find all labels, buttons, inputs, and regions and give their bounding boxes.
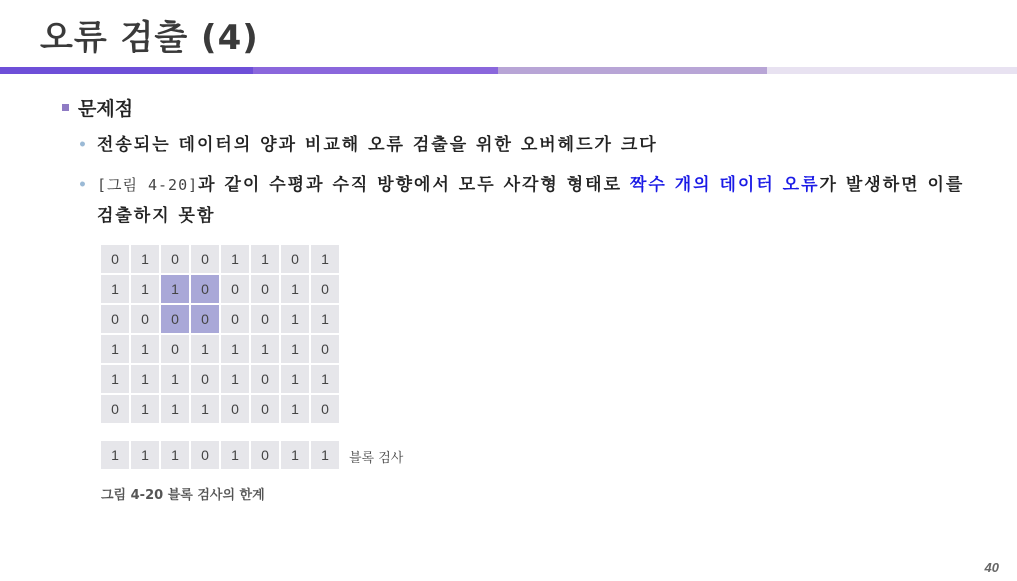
check-cell: 0 [251,441,279,469]
grid-cell-error: 1 [161,275,189,303]
grid-cell: 0 [191,365,219,393]
title-underline-bar [0,67,1017,74]
underline-segment [253,67,498,74]
bullet-text [97,170,977,232]
grid-cell: 0 [101,305,129,333]
figure-caption: 그림 4-20 블록 검사의 한계 [101,488,265,503]
grid-cell: 1 [191,335,219,363]
check-cells [101,441,341,471]
grid-cell: 1 [281,275,309,303]
grid-cell: 1 [281,305,309,333]
grid-cell: 1 [101,365,129,393]
grid-cell: 0 [131,305,159,333]
grid-cell: 0 [281,245,309,273]
grid-cell: 1 [251,245,279,273]
underline-segment [767,67,1017,74]
grid-row [101,305,341,335]
bullet-text: 전송되는 데이터의 양과 비교해 오류 검출을 위한 오버헤드가 크다 [96,135,658,155]
check-cell: 1 [131,441,159,469]
grid-cell-error: 0 [161,305,189,333]
grid-row [101,335,341,365]
grid-cell: 1 [281,335,309,363]
grid-cell: 1 [101,335,129,363]
grid-cell: 1 [221,365,249,393]
grid-cell: 1 [221,335,249,363]
grid-cell-error: 0 [191,275,219,303]
grid-cell: 0 [251,395,279,423]
grid-cell: 1 [161,365,189,393]
grid-cell: 0 [161,245,189,273]
grid-cell: 1 [191,395,219,423]
grid-cell-error: 0 [191,305,219,333]
grid-row [101,245,341,275]
grid-cell: 0 [311,395,339,423]
grid-cell: 0 [221,305,249,333]
grid-row [101,365,341,395]
grid-cell: 0 [101,395,129,423]
grid-row [101,275,341,305]
grid-cell: 1 [101,275,129,303]
square-bullet-icon [62,104,69,111]
grid-cell: 1 [131,275,159,303]
grid-cell: 1 [131,395,159,423]
check-cell: 1 [161,441,189,469]
grid-cell: 1 [131,365,159,393]
dot-bullet-icon: • [78,137,89,153]
grid-cell: 0 [311,335,339,363]
bullet-text-part: 가 발생하면 이를 검출하지 못함 [96,175,965,226]
grid-cell: 0 [311,275,339,303]
heading-text: 문제점 [78,98,134,120]
underline-segment [0,67,253,74]
check-row-label: 블록 검사 [349,450,404,466]
underline-segment [498,67,767,74]
grid-cell: 0 [251,275,279,303]
grid-cell: 0 [251,365,279,393]
grid-cell: 1 [251,335,279,363]
page-number: 40 [984,560,999,575]
grid-cell: 0 [251,305,279,333]
grid-cell: 1 [311,245,339,273]
check-cell: 1 [311,441,339,469]
grid-cell: 1 [221,245,249,273]
figure-reference: [그림 4-20] [96,176,199,194]
check-cell: 1 [281,441,309,469]
grid-cell: 0 [221,275,249,303]
grid-cell: 0 [161,335,189,363]
parity-data-grid [101,245,341,425]
grid-cell: 0 [101,245,129,273]
block-check-row [101,441,403,471]
bullet-text-part: 과 같이 수평과 수직 방향에서 모두 사각형 형태로 [198,175,630,195]
check-cell: 1 [101,441,129,469]
grid-cell: 1 [311,365,339,393]
bullet-overhead [78,130,658,161]
slide-title: 오류 검출 (4) [40,18,259,58]
grid-cell: 1 [131,335,159,363]
grid-cell: 1 [281,365,309,393]
check-cell: 1 [221,441,249,469]
grid-cell: 0 [191,245,219,273]
grid-cell: 1 [131,245,159,273]
bullet-limitation [78,170,978,232]
grid-cell: 1 [281,395,309,423]
grid-cell: 0 [221,395,249,423]
check-cell: 0 [191,441,219,469]
grid-cell: 1 [311,305,339,333]
highlighted-text: 짝수 개의 데이터 오류 [629,175,820,195]
heading-problem [62,94,133,121]
grid-row [101,395,341,425]
grid-cell: 1 [161,395,189,423]
dot-bullet-icon: • [78,177,89,193]
